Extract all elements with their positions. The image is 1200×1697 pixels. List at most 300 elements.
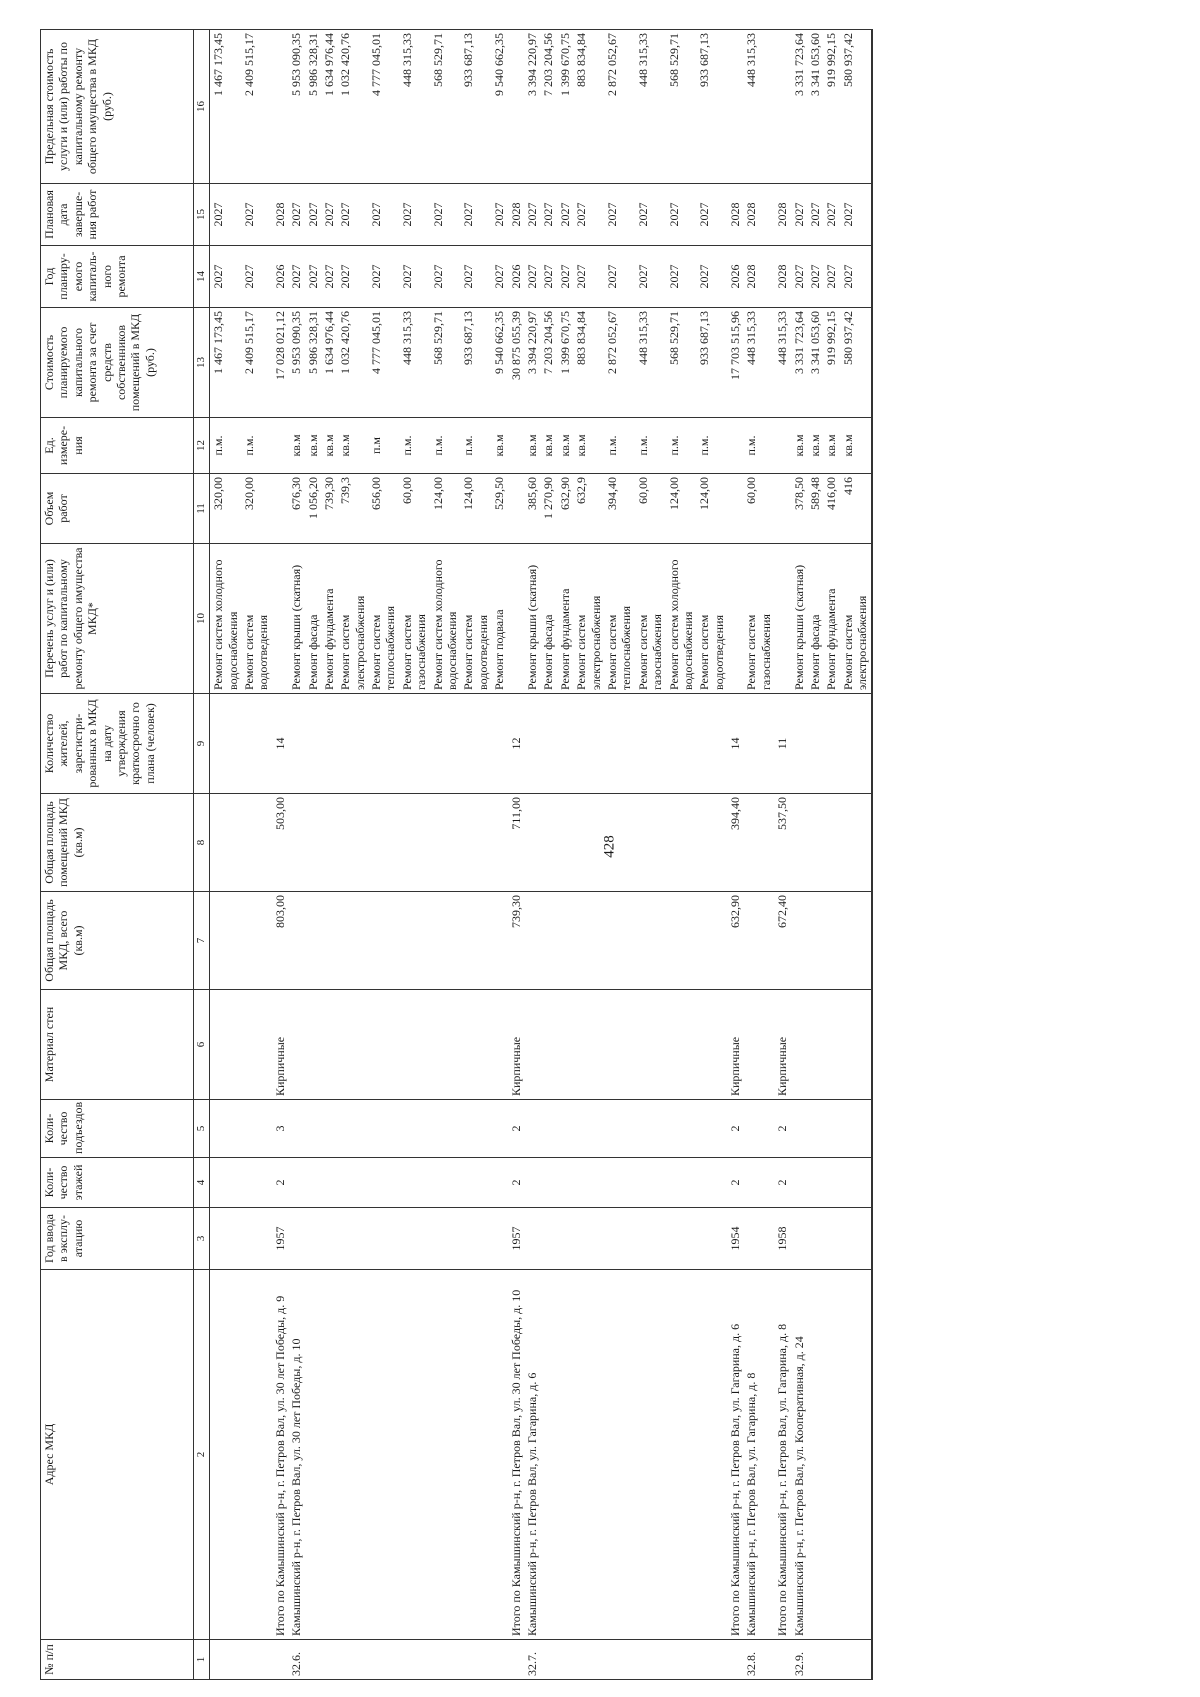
table-cell: 2027	[791, 246, 807, 308]
table-cell	[241, 1270, 272, 1640]
table-cell	[210, 1640, 241, 1680]
table-row	[743, 30, 774, 1680]
table-cell: 1 399 670,75	[557, 30, 573, 184]
table-cell: 2027	[840, 246, 872, 308]
table-cell	[807, 1158, 823, 1208]
table-row	[524, 30, 540, 1680]
table-cell: 2027	[321, 184, 337, 246]
table-row	[241, 30, 272, 1680]
table-cell: 3 341 053,60	[807, 308, 823, 418]
table-cell	[399, 892, 430, 990]
column-number: 5	[194, 1100, 210, 1158]
table-cell: 5 953 090,35	[288, 30, 304, 184]
table-cell	[807, 1270, 823, 1640]
table-cell: 2	[774, 1158, 790, 1208]
table-cell: 2027	[696, 184, 727, 246]
table-cell	[823, 1100, 839, 1158]
table-cell	[573, 694, 604, 794]
table-cell: Ремонт фасада	[807, 544, 823, 694]
table-cell: Ремонт систем теплоснабжения	[368, 544, 399, 694]
column-number: 7	[194, 892, 210, 990]
table-cell: кв.м	[321, 418, 337, 474]
table-row	[288, 30, 304, 1680]
column-header: Плановая дата заверше-ния работ	[41, 184, 194, 246]
table-row	[823, 30, 839, 1680]
table-cell: кв.м	[573, 418, 604, 474]
table-cell: 2027	[305, 184, 321, 246]
table-row	[368, 30, 399, 1680]
table-cell	[635, 1270, 666, 1640]
table-cell: 883 834,84	[573, 308, 604, 418]
table-cell: Ремонт систем газоснабжения	[635, 544, 666, 694]
table-cell: 2028	[272, 184, 288, 246]
table-cell	[601, 794, 635, 892]
table-cell	[210, 892, 241, 990]
table-cell	[241, 990, 272, 1100]
table-cell	[508, 1640, 524, 1680]
table-cell	[241, 694, 272, 794]
table-cell	[823, 794, 839, 892]
table-cell: 3 331 723,64	[791, 30, 807, 184]
table-cell: Ремонт фундамента	[557, 544, 573, 694]
table-cell: 2027	[288, 184, 304, 246]
table-cell	[524, 694, 540, 794]
column-header: Ед. измере-ния	[41, 418, 194, 474]
table-row	[491, 30, 507, 1680]
table-cell	[791, 694, 807, 794]
table-cell: п.м.	[696, 418, 727, 474]
column-header: Год ввода в эксплу-атацию	[41, 1208, 194, 1270]
table-cell	[557, 990, 573, 1100]
table-cell: 2027	[823, 246, 839, 308]
table-cell	[540, 1640, 556, 1680]
table-cell: 580 937,42	[840, 30, 872, 184]
table-cell	[508, 544, 524, 694]
table-cell	[743, 892, 774, 990]
table-cell: Ремонт фасада	[305, 544, 321, 694]
table-cell: 17 028 021,12	[272, 308, 288, 418]
table-cell	[743, 1158, 774, 1208]
table-cell	[305, 1270, 321, 1640]
table-cell	[696, 1208, 727, 1270]
table-cell: 1 270,90	[540, 474, 556, 544]
table-cell	[840, 1100, 872, 1158]
table-cell	[430, 1100, 461, 1158]
table-cell	[288, 1208, 304, 1270]
table-cell: 2027	[430, 184, 461, 246]
table-cell	[791, 1100, 807, 1158]
table-cell	[337, 1158, 368, 1208]
table-cell	[460, 1640, 491, 1680]
table-cell	[666, 694, 697, 794]
column-number: 12	[194, 418, 210, 474]
table-cell: 933 687,13	[460, 308, 491, 418]
table-cell	[305, 1158, 321, 1208]
table-cell	[635, 1100, 666, 1158]
table-cell: 919 992,15	[823, 30, 839, 184]
table-cell: 503,00	[272, 794, 288, 892]
table-cell	[666, 1208, 697, 1270]
table-cell	[540, 1100, 556, 1158]
table-cell: п.м.	[210, 418, 241, 474]
table-row	[791, 30, 807, 1680]
table-cell: Ремонт систем электроснабжения	[840, 544, 872, 694]
table-cell	[774, 1640, 790, 1680]
table-cell	[823, 892, 839, 990]
table-row	[840, 30, 872, 1680]
table-cell: 1954	[727, 1208, 743, 1270]
table-cell: кв.м	[540, 418, 556, 474]
table-cell	[840, 694, 872, 794]
table-cell: 2027	[241, 246, 272, 308]
table-cell: 2027	[305, 246, 321, 308]
table-cell: 11	[774, 694, 790, 794]
table-cell	[508, 474, 524, 544]
table-cell	[807, 1208, 823, 1270]
table-cell	[430, 794, 461, 892]
table-cell: 568 529,71	[666, 30, 697, 184]
table-cell	[288, 1100, 304, 1158]
table-cell	[460, 694, 491, 794]
table-cell	[368, 1158, 399, 1208]
table-cell	[460, 892, 491, 990]
table-cell	[491, 990, 507, 1100]
table-cell: 568 529,71	[666, 308, 697, 418]
table-row	[666, 30, 697, 1680]
table-cell	[368, 1100, 399, 1158]
table-cell	[524, 990, 540, 1100]
table-cell: 3 394 220,97	[524, 308, 540, 418]
table-cell: Ремонт систем газоснабжения	[743, 544, 774, 694]
table-cell	[399, 1208, 430, 1270]
table-cell: 378,50	[791, 474, 807, 544]
table-cell	[840, 1158, 872, 1208]
table-cell	[573, 892, 604, 990]
table-cell: 124,00	[696, 474, 727, 544]
table-cell: 448 315,33	[774, 308, 790, 418]
table-cell: 2027	[540, 184, 556, 246]
table-cell	[288, 1158, 304, 1208]
table-cell	[573, 1100, 604, 1158]
column-number: 2	[194, 1270, 210, 1640]
table-cell	[635, 1208, 666, 1270]
table-cell: 2027	[557, 184, 573, 246]
column-header: Общая площадь помещений МКД (кв.м)	[41, 794, 194, 892]
table-cell: 589,48	[807, 474, 823, 544]
table-cell	[540, 990, 556, 1100]
table-cell: 2027	[491, 184, 507, 246]
table-row	[557, 30, 573, 1680]
table-cell	[604, 1270, 635, 1640]
table-cell: п.м.	[635, 418, 666, 474]
table-cell	[368, 990, 399, 1100]
table-row	[210, 30, 241, 1680]
table-cell	[666, 1270, 697, 1640]
table-cell: 385,60	[524, 474, 540, 544]
table-cell	[540, 1158, 556, 1208]
column-header: Год планиру-емого капиталь-ного ремонта	[41, 246, 194, 308]
capital-repair-table	[40, 29, 873, 1680]
page-number: 428	[601, 835, 618, 858]
table-cell	[337, 892, 368, 990]
table-cell	[272, 474, 288, 544]
table-cell: Ремонт крыши (скатная)	[524, 544, 540, 694]
table-cell: 632,9	[573, 474, 604, 544]
table-cell: 656,00	[368, 474, 399, 544]
table-cell: Камышинский р-н, г. Петров Вал, ул. Гагарина, д. 6	[524, 1270, 540, 1640]
table-row	[272, 30, 288, 1680]
table-cell: Итого по Камышинский р-н, г. Петров Вал, ул. Гагарина, д. 8	[774, 1270, 790, 1640]
table-row	[460, 30, 491, 1680]
table-cell	[557, 794, 573, 892]
table-cell	[399, 1270, 430, 1640]
table-cell	[823, 1208, 839, 1270]
table-cell: 17 703 515,96	[727, 308, 743, 418]
table-cell	[399, 1100, 430, 1158]
table-row	[305, 30, 321, 1680]
table-cell: Ремонт крыши (скатная)	[791, 544, 807, 694]
table-cell: 124,00	[460, 474, 491, 544]
column-number: 9	[194, 694, 210, 794]
table-cell	[337, 990, 368, 1100]
table-cell: кв.м	[337, 418, 368, 474]
table-cell: Камышинский р-н, г. Петров Вал, ул. Гагарина, д. 8	[743, 1270, 774, 1640]
table-cell: 580 937,42	[840, 308, 872, 418]
table-cell	[743, 794, 774, 892]
table-cell	[807, 990, 823, 1100]
table-cell	[743, 694, 774, 794]
table-cell	[321, 892, 337, 990]
table-cell	[337, 1640, 368, 1680]
table-cell	[696, 1640, 727, 1680]
table-cell	[337, 1100, 368, 1158]
table-cell	[727, 30, 743, 184]
table-cell: 2027	[368, 184, 399, 246]
table-cell: 416	[840, 474, 872, 544]
table-cell: 3 341 053,60	[807, 30, 823, 184]
table-cell	[840, 1270, 872, 1640]
table-cell: 4 777 045,01	[368, 308, 399, 418]
table-cell	[508, 418, 524, 474]
table-cell	[557, 694, 573, 794]
table-row	[573, 30, 604, 1680]
table-cell	[430, 694, 461, 794]
table-cell: Ремонт систем газоснабжения	[399, 544, 430, 694]
table-cell: 448 315,33	[743, 308, 774, 418]
table-cell	[573, 1640, 604, 1680]
table-cell	[305, 794, 321, 892]
table-cell	[573, 1208, 604, 1270]
table-cell: п.м.	[604, 418, 635, 474]
table-cell: кв.м	[557, 418, 573, 474]
table-cell	[573, 1270, 604, 1640]
table-cell	[557, 892, 573, 990]
table-cell	[321, 990, 337, 1100]
table-cell: 1 634 976,44	[321, 30, 337, 184]
table-cell: Ремонт систем водоотведения	[241, 544, 272, 694]
table-cell: Итого по Камышинский р-н, г. Петров Вал, ул. Гагарина, д. 6	[727, 1270, 743, 1640]
table-cell	[272, 544, 288, 694]
table-cell: 2027	[337, 246, 368, 308]
table-cell: п.м.	[399, 418, 430, 474]
table-cell	[241, 794, 272, 892]
table-cell	[540, 794, 556, 892]
table-cell	[823, 694, 839, 794]
table-cell	[743, 990, 774, 1100]
column-number: 10	[194, 544, 210, 694]
table-cell: 2028	[774, 184, 790, 246]
table-cell: 2 409 515,17	[241, 308, 272, 418]
table-cell: Кирпичные	[508, 990, 524, 1100]
table-cell: 919 992,15	[823, 308, 839, 418]
table-row	[399, 30, 430, 1680]
table-cell	[460, 1270, 491, 1640]
table-cell	[807, 1100, 823, 1158]
table-cell	[807, 892, 823, 990]
table-cell	[791, 794, 807, 892]
table-cell: 7 203 204,56	[540, 308, 556, 418]
table-cell: 3 331 723,64	[791, 308, 807, 418]
table-cell	[573, 990, 604, 1100]
table-cell: 2027	[696, 246, 727, 308]
column-header: Адрес МКД	[41, 1270, 194, 1640]
table-cell: кв.м	[491, 418, 507, 474]
table-cell	[774, 544, 790, 694]
table-cell	[399, 990, 430, 1100]
table-cell: 803,00	[272, 892, 288, 990]
table-cell: Ремонт систем водоотведения	[460, 544, 491, 694]
table-cell: 2027	[840, 184, 872, 246]
table-cell	[210, 1158, 241, 1208]
table-cell: Ремонт фундамента	[823, 544, 839, 694]
table-cell: 2027	[399, 246, 430, 308]
table-cell	[321, 794, 337, 892]
table-cell	[696, 694, 727, 794]
table-cell: 32.9.	[791, 1640, 807, 1680]
table-cell	[430, 990, 461, 1100]
table-cell: 448 315,33	[399, 30, 430, 184]
table-cell: 5 986 328,31	[305, 308, 321, 418]
table-cell	[399, 1640, 430, 1680]
table-cell	[210, 1208, 241, 1270]
table-cell: п.м.	[460, 418, 491, 474]
table-cell: 2027	[540, 246, 556, 308]
table-cell: 2027	[460, 246, 491, 308]
table-cell: 933 687,13	[696, 308, 727, 418]
table-cell: 2027	[430, 246, 461, 308]
table-cell	[491, 892, 507, 990]
table-cell: 1958	[774, 1208, 790, 1270]
table-cell: 2	[272, 1158, 288, 1208]
table-cell: п.м.	[743, 418, 774, 474]
column-number: 16	[194, 30, 210, 184]
column-header: Стоимость планируемого капитального ремонта за счет средств собственников помещений в МКД (руб.)	[41, 308, 194, 418]
table-cell: кв.м	[288, 418, 304, 474]
table-cell: 2028	[743, 246, 774, 308]
table-cell	[430, 892, 461, 990]
table-cell	[288, 990, 304, 1100]
table-cell	[288, 892, 304, 990]
table-cell	[460, 1208, 491, 1270]
table-row	[727, 30, 743, 1680]
table-cell	[696, 1100, 727, 1158]
table-cell: кв.м	[524, 418, 540, 474]
column-number-row	[194, 30, 210, 1680]
table-cell	[210, 794, 241, 892]
table-cell	[666, 1100, 697, 1158]
table-cell: 1 634 976,44	[321, 308, 337, 418]
table-cell	[337, 1208, 368, 1270]
table-row	[774, 30, 790, 1680]
table-cell	[460, 990, 491, 1100]
table-row	[321, 30, 337, 1680]
table-cell	[321, 1640, 337, 1680]
table-cell: 739,30	[321, 474, 337, 544]
table-cell	[791, 1158, 807, 1208]
table-cell	[557, 1158, 573, 1208]
table-cell	[540, 1270, 556, 1640]
table-cell: 2	[727, 1100, 743, 1158]
table-cell: 2027	[666, 184, 697, 246]
table-cell	[272, 30, 288, 184]
table-cell: 124,00	[430, 474, 461, 544]
table-cell: 32.6.	[288, 1640, 304, 1680]
table-cell: 632,90	[557, 474, 573, 544]
table-cell: 448 315,33	[399, 308, 430, 418]
table-cell: 32.7.	[524, 1640, 540, 1680]
column-number: 4	[194, 1158, 210, 1208]
table-cell: Итого по Камышинский р-н, г. Петров Вал, ул. 30 лет Победы, д. 10	[508, 1270, 524, 1640]
table-cell: 1 032 420,76	[337, 30, 368, 184]
table-cell	[696, 990, 727, 1100]
table-cell: 2	[508, 1158, 524, 1208]
table-cell	[791, 990, 807, 1100]
table-cell	[635, 794, 666, 892]
table-cell	[666, 990, 697, 1100]
table-cell: 60,00	[635, 474, 666, 544]
table-cell: 632,90	[727, 892, 743, 990]
table-cell	[430, 1158, 461, 1208]
table-cell	[696, 1270, 727, 1640]
table-cell: 2027	[524, 184, 540, 246]
table-cell	[337, 694, 368, 794]
table-cell: Ремонт систем электроснабжения	[573, 544, 604, 694]
table-cell: 2027	[368, 246, 399, 308]
table-cell: 2027	[807, 184, 823, 246]
table-cell: 1 056,20	[305, 474, 321, 544]
table-cell	[430, 1208, 461, 1270]
table-cell: 32.8.	[743, 1640, 774, 1680]
table-cell: 448 315,33	[635, 308, 666, 418]
table-cell	[557, 1208, 573, 1270]
table-row	[807, 30, 823, 1680]
table-cell	[399, 794, 430, 892]
table-cell	[272, 418, 288, 474]
table-cell: 711,00	[508, 794, 524, 892]
table-cell: 448 315,33	[635, 30, 666, 184]
table-cell	[604, 1640, 635, 1680]
table-cell	[460, 1100, 491, 1158]
table-cell: 320,00	[210, 474, 241, 544]
column-header: № п/п	[41, 1640, 194, 1680]
table-cell: 2028	[743, 184, 774, 246]
table-cell	[791, 1208, 807, 1270]
table-cell	[727, 474, 743, 544]
table-cell	[430, 1270, 461, 1640]
table-cell: 2027	[635, 246, 666, 308]
table-cell: 12	[508, 694, 524, 794]
table-cell: 2027	[604, 246, 635, 308]
